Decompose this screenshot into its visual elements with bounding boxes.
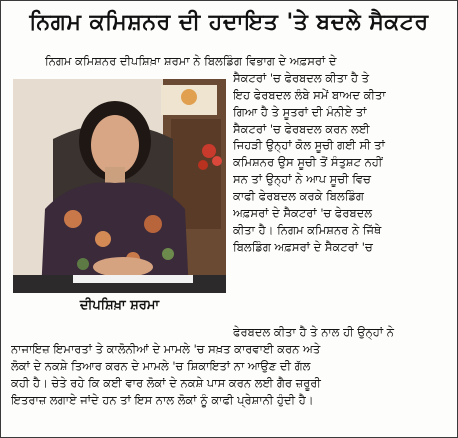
continuation-line: ਲੋਕਾਂ ਦੇ ਨਕਸ਼ੇ ਤਿਆਰ ਕਰਨ ਦੇ ਮਾਮਲੇ 'ਚ ਸ਼ਿਕਾਇਤਾਂ ਨਾ ਆਉਣ ਦੀ ਗੱਲ [11, 359, 311, 373]
lead-line: ਨਿਗਮ ਕਮਿਸ਼ਨਰ ਦੀਪਸ਼ਿਖ਼ਾ ਸ਼ਰਮਾ ਨੇ ਬਿਲਡਿੰਗ ਵਿਭਾਗ ਦੇ ਅਫ਼ਸਰਾਂ ਦੇ [45, 54, 337, 68]
column-line: ਕਾਫੀ ਫੇਰਬਦਲ ਕਰਕੇ ਬਿਲਡਿੰਗ [233, 189, 364, 204]
column-line: ਸੈਕਟਰਾਂ 'ਚ ਫੇਰਬਦਲ ਕਰਨ ਲਈ [233, 121, 370, 136]
column-line: ਗਿਆ ਹੈ ਤੇ ਸੂਤਰਾਂ ਦੀ ਮੰਨੀਏ ਤਾਂ [233, 104, 367, 119]
column-line: ਇਹ ਫੇਰਬਦਲ ਲੰਬੇ ਸਮੇਂ ਬਾਅਦ ਕੀਤਾ [233, 87, 386, 102]
continuation-line: ਇਤਰਾਜ਼ ਲਗਾਏ ਜਾਂਦੇ ਹਨ ਤਾਂ ਇਸ ਨਾਲ ਲੋਕਾਂ ਨੂੰ ਕਾਫੀ ਪ੍ਰੇਸ਼ਾਨੀ ਹੁੰਦੀ ਹੈ। [11, 393, 314, 407]
column-line: ਜਿਹੜੀ ਉਨ੍ਹਾਂ ਕੋਲ ਸੂਚੀ ਗਈ ਸੀ ਤਾਂ [233, 138, 385, 153]
column-line: ਸੈਕਟਰਾਂ 'ਚ ਫੇਰਬਦਲ ਕੀਤਾ ਹੈ ਤੇ [233, 70, 370, 85]
right-column [233, 53, 447, 256]
portrait-photo [13, 79, 226, 293]
continuation-line: ਕਹੀ ਹੈ। ਚੇਤੇ ਰਹੇ ਕਿ ਕਈ ਵਾਰ ਲੋਕਾਂ ਦੇ ਨਕਸ਼ੇ ਪਾਸ ਕਰਨ ਲਈ ਗੈਰ ਜ਼ਰੂਰੀ [11, 376, 321, 390]
column-line: ਬਿਲਡਿੰਗ ਅਫ਼ਸਰਾਂ ਦੇ ਸੈਕਟਰਾਂ 'ਚ [233, 239, 373, 254]
portrait-image [13, 79, 226, 293]
column-line: ਸਨ ਤਾਂ ਉਨ੍ਹਾਂ ਨੇ ਆਪ ਸੂਚੀ ਵਿਚ [233, 172, 371, 187]
headline: ਨਿਗਮ ਕਮਿਸ਼ਨਰ ਦੀ ਹਦਾਇਤ 'ਤੇ ਬਦਲੇ ਸੈਕਟਰ [29, 9, 429, 35]
continuation-line: ਫੇਰਬਦਲ ਕੀਤਾ ਹੈ ਤੇ ਨਾਲ ਹੀ ਉਨ੍ਹਾਂ ਨੇ [233, 325, 394, 339]
photo-caption: ਦੀਪਸ਼ਿਖ਼ਾ ਸ਼ਰਮਾ [13, 293, 226, 317]
continuation-line: ਨਾਜਾਇਜ਼ ਇਮਾਰਤਾਂ ਤੇ ਕਾਲੋਨੀਆਂ ਦੇ ਮਾਮਲੇ 'ਚ ਸਖ਼ਤ ਕਾਰਵਾਈ ਕਰਨ ਅਤੇ [11, 342, 321, 356]
column-line: ਅਫ਼ਸਰਾਂ ਦੇ ਸੈਕਟਰਾਂ 'ਚ ਫੇਰਬਦਲ [233, 206, 373, 221]
column-line: ਕੀਤਾ ਹੈ। ਨਿਗਮ ਕਮਿਸ਼ਨਰ ਨੇ ਜਿੱਥੇ [233, 222, 382, 237]
column-line: ਕਮਿਸ਼ਨਰ ਉਸ ਸੂਚੀ ਤੋਂ ਸੰਤੁਸ਼ਟ ਨਹੀਂ [233, 155, 383, 170]
